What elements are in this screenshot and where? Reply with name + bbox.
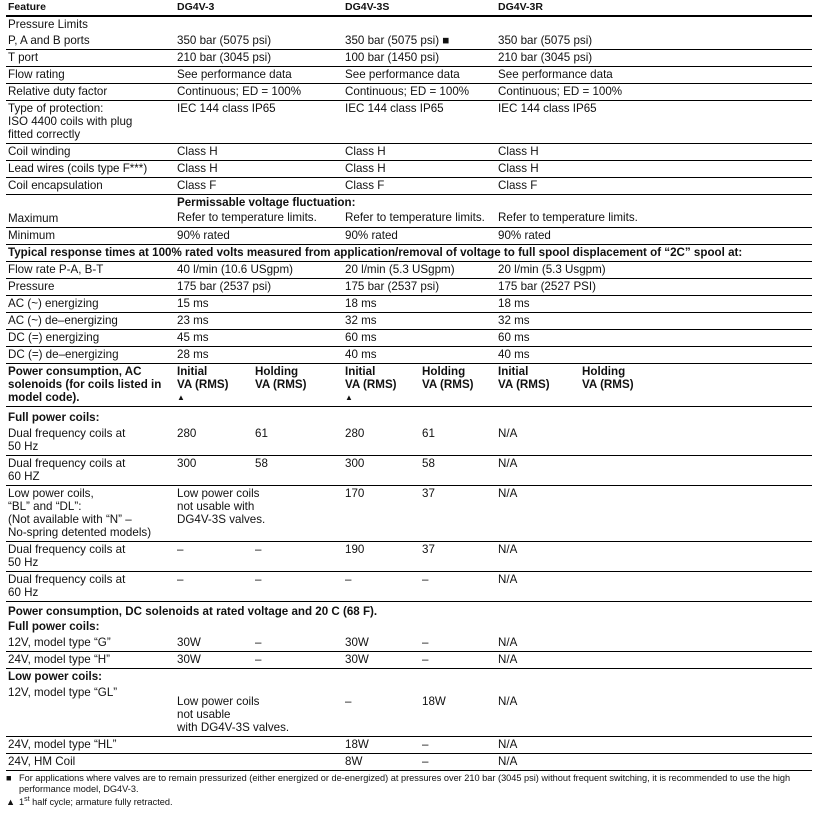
table-row: Flow rate P-A, B-T 40 l/min (10.6 USgpm) 20 l/min (5.3 USgpm) 20 l/min (5.3 Usgpm) (6, 262, 812, 279)
table-row: 24V, model type “H” 30W – 30W – N/A (6, 652, 812, 669)
table-row: Pressure 175 bar (2537 psi) 175 bar (2537 psi) 175 bar (2527 PSI) (6, 279, 812, 296)
table-row: 24V, HM Coil 8W – N/A (6, 754, 812, 771)
triangle-marker: ▲ (177, 393, 185, 402)
voltage-title-row (6, 195, 812, 212)
table-row: Dual frequency coils at 50 Hz 280 61 280 61 N/A (6, 426, 812, 456)
square-icon: ■ (6, 773, 12, 783)
table-row: Dual frequency coils at 50 Hz – – 190 37 N/A (6, 542, 812, 572)
ac-full-title-row: Full power coils: (8, 411, 100, 424)
table-row: Lead wires (coils type F***) Class H Class H Class H (6, 161, 812, 178)
header-row (6, 0, 812, 16)
table-row: DC (=) energizing 45 ms 60 ms 60 ms (6, 330, 812, 347)
spec-page (6, 0, 812, 808)
table-row: DC (=) de–energizing 28 ms 40 ms 40 ms (6, 347, 812, 364)
triangle-icon: ▲ (6, 797, 16, 807)
table-row: AC (~) energizing 15 ms 18 ms 18 ms (6, 296, 812, 313)
table-row: Type of protection: ISO 4400 coils with plug fitted correctly IEC 144 class IP65 IEC 144 class IP65 IEC 144 class IP65 (6, 101, 812, 144)
table-row: 12V, model type “GL” Low power coils not usable with DG4V-3S valves. – 18W N/A (6, 685, 812, 737)
spec-table (6, 0, 812, 771)
table-row: T port 210 bar (3045 psi) 100 bar (1450 psi) 210 bar (3045 psi) (6, 50, 812, 67)
table-row: Dual frequency coils at 60 HZ 300 58 300 58 N/A (6, 456, 812, 486)
pressure-limits-title-row (6, 16, 812, 33)
triangle-marker: ▲ (345, 393, 353, 402)
header-feature: Feature (6, 0, 175, 16)
footnote-triangle: ▲ 1st half cycle; armature fully retracted. (6, 795, 173, 807)
response-title: Typical response times at 100% rated volts measured from application/removal of voltage to full spool displacement of “2C” spool at: (6, 245, 812, 262)
ac-power-header-row: Power consumption, AC solenoids (for coils listed in model code). Initial VA (RMS) ▲ Holding VA (RMS) Initial VA (RMS) ▲ Holding VA (RMS) Initial VA (RMS) Holding VA (RMS) (6, 364, 812, 407)
table-row: Low power coils, “BL” and “DL”: (Not available with “N” – No-spring detented models) Low power coils not usable with DG4V-3S valves. 170 37 N/A (6, 486, 812, 542)
dc-full-title-row: Full power coils: (8, 620, 100, 633)
table-row: Coil winding Class H Class H Class H (6, 144, 812, 161)
header-dg4v-3r: DG4V-3R (496, 0, 812, 16)
response-title-row (6, 245, 812, 262)
dc-low-title-row: Low power coils: (8, 670, 103, 683)
dc-title-row: Power consumption, DC solenoids at rated voltage and 20 C (68 F). (8, 605, 378, 618)
table-row: Relative duty factor Continuous; ED = 100% Continuous; ED = 100% Continuous; ED = 100% (6, 84, 812, 101)
voltage-title: Permissable voltage fluctuation: (177, 196, 356, 209)
table-row: 12V, model type “G” 30W – 30W – N/A (6, 635, 812, 652)
table-row: Maximum Refer to temperature limits. Refer to temperature limits. Refer to temperature limits. (6, 211, 812, 228)
table-row: Coil encapsulation Class F Class F Class F (6, 178, 812, 195)
footnote-square: ■ For applications where valves are to remain pressurized (either energized or de-energized) at pressures over 210 bar (3045 psi) without frequent switching, it is recommended to use the high performance model, DG4V-3. (6, 773, 791, 794)
pressure-limits-title: Pressure Limits (8, 18, 88, 31)
table-row: Dual frequency coils at 60 Hz – – – – N/A (6, 572, 812, 602)
table-row: P, A and B ports 350 bar (5075 psi) 350 bar (5075 psi) ■ 350 bar (5075 psi) (6, 33, 812, 50)
table-row: AC (~) de–energizing 23 ms 32 ms 32 ms (6, 313, 812, 330)
footnotes (6, 773, 812, 808)
table-row: Flow rating See performance data See performance data See performance data (6, 67, 812, 84)
header-dg4v-3: DG4V-3 (175, 0, 343, 16)
table-row: 24V, model type “HL” 18W – N/A (6, 737, 812, 754)
header-dg4v-3s: DG4V-3S (343, 0, 496, 16)
table-row: Minimum 90% rated 90% rated 90% rated (6, 228, 812, 245)
